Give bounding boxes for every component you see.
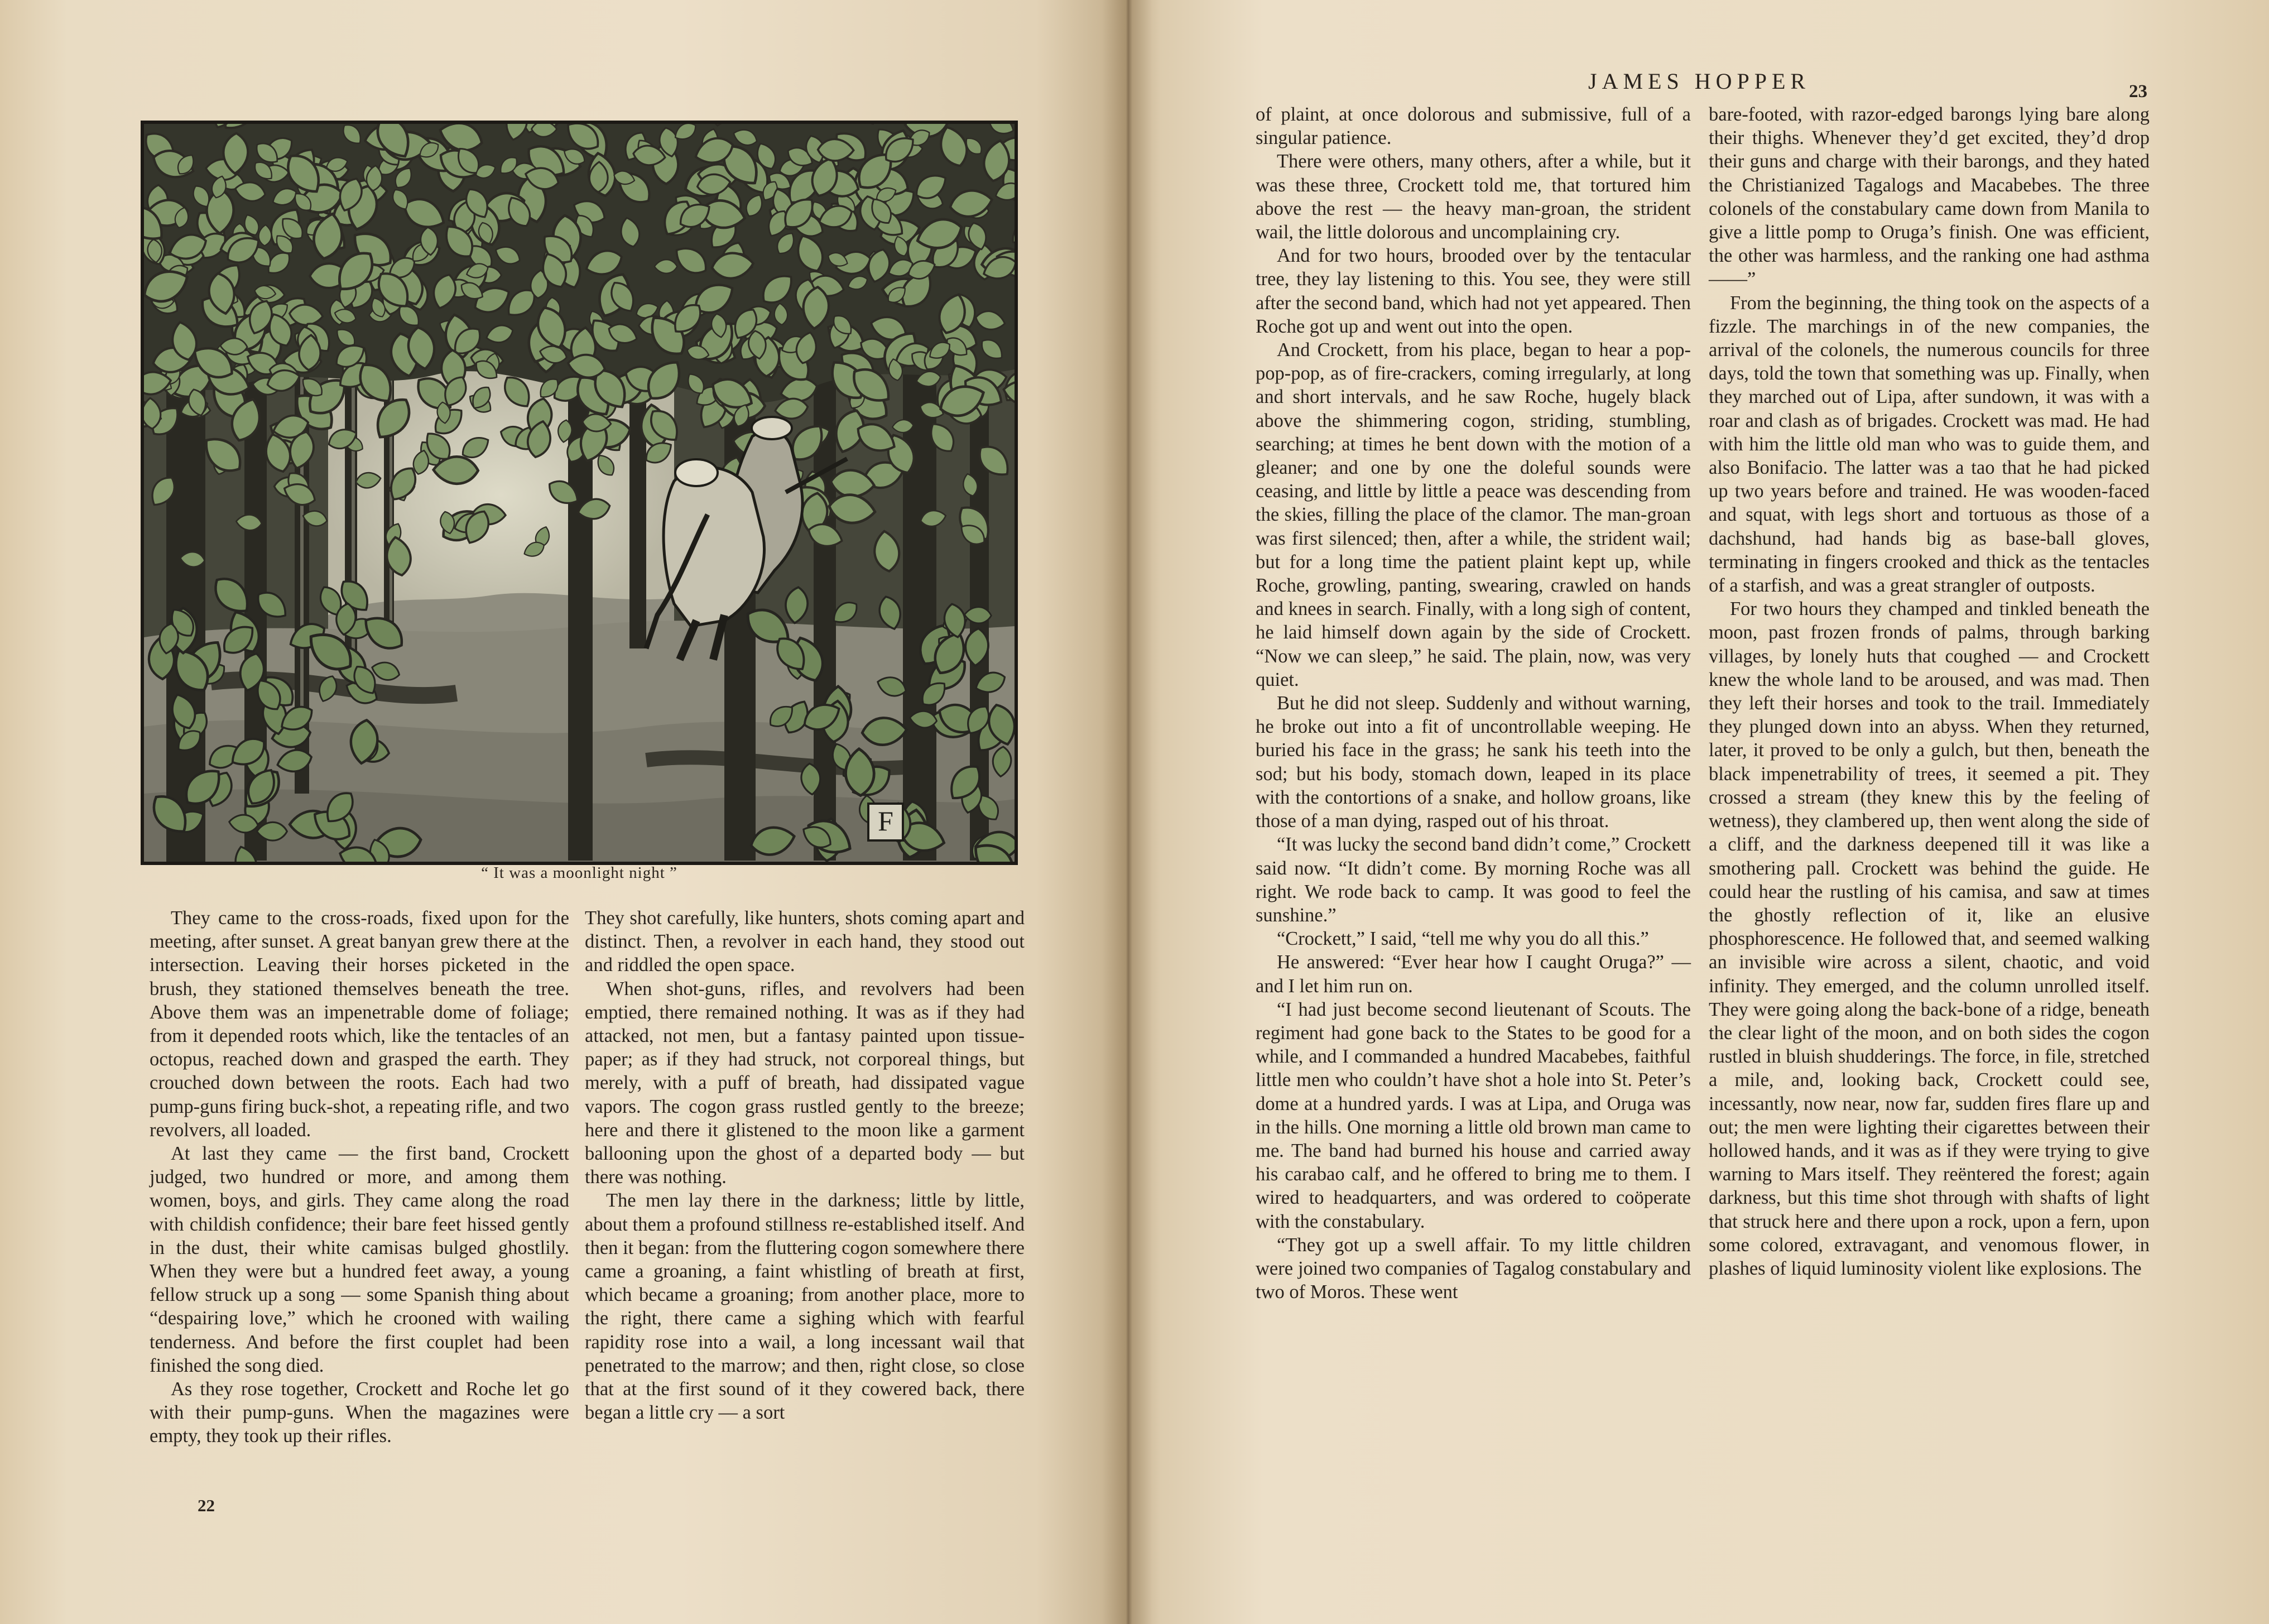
paragraph: “Crockett,” I said, “tell me why you do all this.” bbox=[1276, 928, 1649, 950]
left-page bbox=[0, 0, 1126, 1624]
paragraph: bare-footed, with razor-edged barongs lying bare along their thighs. Whenever they’d get excited, they’d drop their guns and charge with their barongs, and they hated the Christianized Tagalogs and Macabebes. The three colonels of the constabulary came down from Manila to give a little pomp to Oruga’s finish. One was efficient, the other was harmless, and the ranking one had asthma ——” bbox=[1709, 104, 2150, 290]
paragraph: “They got up a swell affair. To my little children were joined two companies of Tagalog constabulary and two of Moros. These went bbox=[1256, 1234, 1691, 1303]
paragraph: There were others, many others, after a while, but it was these three, Crockett told me, that tortured him above the rest — the heavy man-groan, the strident wail, the little dolorous and uncomplaining cry. bbox=[1256, 151, 1691, 243]
paragraph: of plaint, at once dolorous and submissive, full of a singular patience. bbox=[1256, 104, 1691, 149]
illustration-caption: “ It was a moonlight night ” bbox=[481, 864, 677, 882]
right-page-column-2 bbox=[1709, 103, 2150, 1280]
paragraph: The men lay there in the darkness; little by little, about them a profound stillness re-established itself. And then it began: from the fluttering cogon somewhere there came a groaning, a faint whistling of breath at first, which became a groaning; from another place, more to the right, there came a sighing which with fearful rapidity rose into a wail, a long incessant wail that penetrated to the marrow; and then, right close, so close that at the first sound of it they cowered back, there began a little cry — a sort bbox=[585, 1190, 1025, 1424]
paragraph: When shot-guns, rifles, and revolvers had been emptied, there remained nothing. It was as if they had attacked, not men, but a fantasy painted upon tissue-paper; as if they had struck, not corporeal things, but merely, with a puff of breath, had dissipated vague vapors. The cogon grass rustled gently to the breeze; here and there it glistened to the moon like a garment ballooning upon the ghost of a departed body — but there was nothing. bbox=[585, 978, 1025, 1188]
paragraph: From the beginning, the thing took on the aspects of a fizzle. The marchings in of the new companies, the arrival of the colonels, the numerous councils for three days, told the town that something was up. Finally, when they marched out of Lipa, after sundown, it was with a roar and clash as of brigades. Crockett was mad. He had with him the little old man who was to guide them, and also Bonifacio. The latter was a tao that he had picked up two years before and trained. He was wooden-faced and squat, with legs short and tortuous as those of a dachshund, had hands big as base-ball gloves, terminating in fingers crooked and thick as the tentacles of a starfish, and was a great strangler of outposts. bbox=[1709, 292, 2150, 597]
right-page bbox=[1126, 0, 2269, 1624]
forest-illustration bbox=[141, 121, 1018, 865]
paragraph: And for two hours, brooded over by the tentacular tree, they lay listening to this. You see, they were still after the second band, which had not yet appeared. Then Roche got up and went out into the open. bbox=[1256, 245, 1691, 337]
paragraph: He answered: “Ever hear how I caught Oruga?” — and I let him run on. bbox=[1256, 952, 1691, 997]
paragraph: As they rose together, Crockett and Roche let go with their pump-guns. When the magazines were empty, they took up their rifles. bbox=[150, 1378, 569, 1447]
paragraph: They shot carefully, like hunters, shots coming apart and distinct. Then, a revolver in each hand, they stood out and riddled the open space. bbox=[585, 907, 1025, 976]
paragraph: For two hours they champed and tinkled beneath the moon, past frozen fronds of palms, through barking villages, by lonely huts that coughed — and Crockett knew the whole land to be aroused, and was mad. Then they left their horses and took to the trail. Immediately they plunged down into an abyss. When they returned, later, it proved to be only a gulch, but then, beneath the black impenetrability of trees, it seemed a pit. They crossed a stream (they knew this by the feeling of wetness), they clambered up, then went along the side of a cliff, and the darkness deepened till it was like a smothering pall. Crockett was behind the guide. He could hear the rustling of his camisa, and saw at times the ghostly reflection of it, like an elusive phosphorescence. He followed that, and seemed walking an invisible wire across a silent, chaotic, and void infinity. They emerged, and the column unrolled itself. They were going along the back-bone of a ridge, beneath the clear light of the moon, and on both sides the cogon rustled in bluish shudderings. The force, in file, stretched a mile, and, looking back, Crockett could see, incessantly, now near, now far, sudden fires flare up and out; the men were lighting their cigarettes between their hollowed hands, and it was as if they were trying to give warning to Mars itself. They reëntered the forest; again darkness, but this time shot through with shafts of light that struck here and there upon a rock, upon a fern, upon some colored, extravagant, and venomous flower, in plashes of liquid luminosity violent like explosions. The bbox=[1709, 598, 2150, 1279]
paragraph: They came to the cross-roads, fixed upon for the meeting, after sunset. A great banyan grew there at the intersection. Leaving their horses picketed in the brush, they stationed themselves beneath the tree. Above them was an impenetrable dome of foliage; from it depended roots which, like the tentacles of an octopus, reached down and grasped the earth. They crouched down between the roots. Each had two pump-guns firing buck-shot, a repeating rifle, and two revolvers, all loaded. bbox=[150, 907, 569, 1141]
left-page-column-1 bbox=[150, 906, 569, 1448]
paragraph: But he did not sleep. Suddenly and without warning, he broke out into a fit of uncontrollable weeping. He buried his face in the grass; he sank his teeth into the sod; but his body, stomach down, leaped in its place with the contortions of a snake, and hollow groans, like those of a man dying, rasped out of his throat. bbox=[1256, 693, 1691, 832]
page-number-left: 22 bbox=[198, 1496, 215, 1515]
running-head: JAMES HOPPER bbox=[1588, 69, 1811, 94]
right-page-column-1 bbox=[1256, 103, 1691, 1304]
forest-scene-image bbox=[144, 124, 1015, 862]
left-page-column-2 bbox=[585, 906, 1025, 1424]
paragraph: And Crockett, from his place, began to hear a pop-pop-pop, as of fire-crackers, coming irregularly, at long and short intervals, and he saw Roche, hugely black above the shimmering cogon, striding, stumbling, searching; at times he bent down with the motion of a gleaner; and one by one the doleful sounds were ceasing, and little by little a peace was descending from the skies, filling the place of the clamor. The man-groan was first silenced; then, after a while, the strident wail; but for a long time the patient plaint kept up, while Roche, growling, panting, swearing, crawled on hands and knees in search. Finally, with a long sigh of content, he laid himself down again by the side of Crockett. “Now we can sleep,” he said. The plain, now, was very quiet. bbox=[1256, 339, 1691, 690]
paragraph: At last they came — the first band, Crockett judged, two hundred or more, and among them women, boys, and girls. They came along the road with childish confidence; their bare feet hissed gently in the dust, their white camisas bulged ghostlily. When they were but a hundred feet away, a young fellow struck up a song — some Spanish thing about “despairing love,” which he crooned with wailing tenderness. And before the first couplet had been finished the song died. bbox=[150, 1143, 569, 1376]
page-number-right: 23 bbox=[2129, 81, 2147, 102]
paragraph: “I had just become second lieutenant of Scouts. The regiment had gone back to the States to be good for a while, and I commanded a hundred Macabebes, faithful little men who couldn’t have shot a hole into St. Peter’s dome at a hundred yards. I was at Lipa, and Oruga was in the hills. One morning a little old brown man came to me. The band had burned his house and carried away his carabao calf, and he offered to bring me to them. I wired to headquarters, and was ordered to coöperate with the constabulary. bbox=[1256, 998, 1691, 1232]
illustrator-monogram: F bbox=[878, 805, 893, 837]
paragraph: “It was lucky the second band didn’t come,” Crockett said now. “It didn’t come. By morning Roche was all right. We rode back to camp. It was good to feel the sunshine.” bbox=[1256, 834, 1691, 926]
